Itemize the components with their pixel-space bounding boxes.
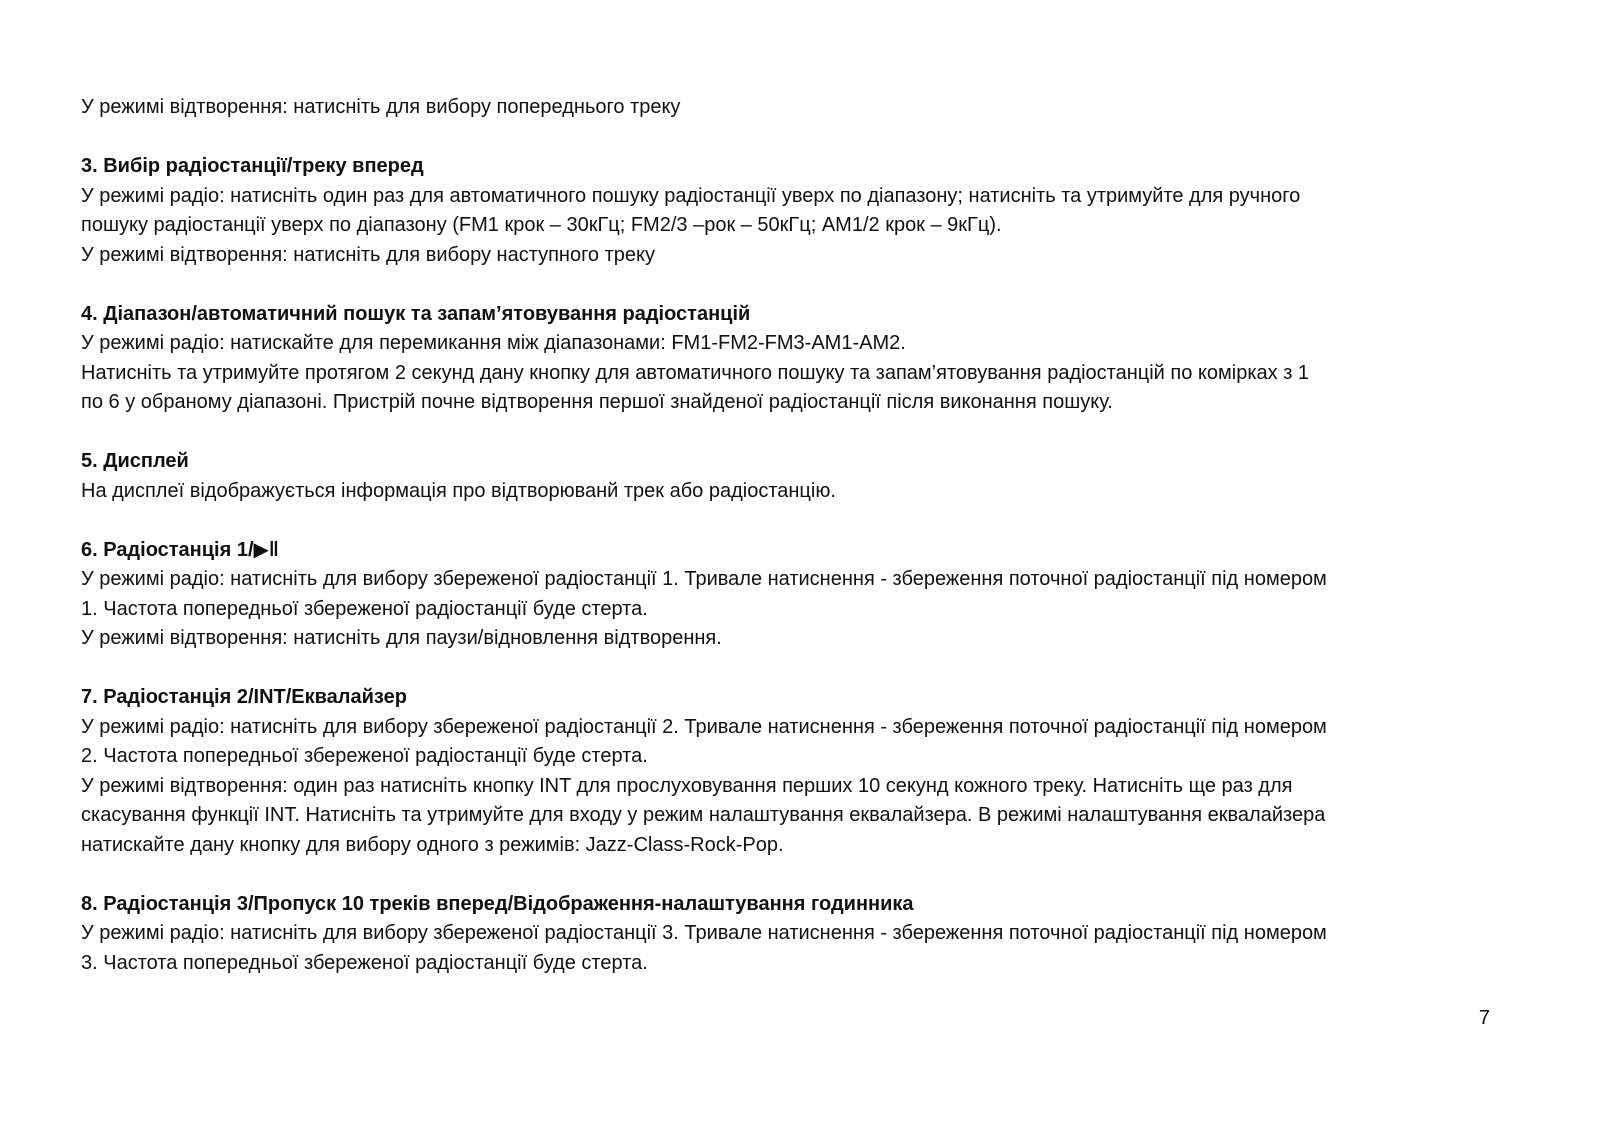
section-3 [81,152,1521,270]
section-3-heading: 3. Вибір радіостанції/треку вперед [81,155,424,177]
section-7-line-1: У режимі радіо: натисніть для вибору збереженої радіостанції 2. Тривале натиснення - збереження поточної радіостанції під номером [81,715,1327,738]
section-3-line-3: У режимі відтворення: натисніть для вибору наступного треку [81,243,655,266]
section-5 [81,447,1521,506]
section-4-heading: 4. Діапазон/автоматичний пошук та запам’ятовування радіостанцій [81,302,751,325]
section-gap [81,506,1521,536]
section-6 [81,536,1521,654]
section-6-line-3: У режимі відтворення: натисніть для паузи/відновлення відтворення. [81,627,722,649]
section-8-line-1: У режимі радіо: натисніть для вибору збереженої радіостанції 3. Тривале натиснення - збереження поточної радіостанції під номером [81,922,1327,944]
section-8 [81,890,1521,979]
section-6-line-1: У режимі радіо: натисніть для вибору збереженої радіостанції 1. Тривале натиснення - збереження поточної радіостанції під номером [81,568,1327,590]
section-gap [81,123,1521,153]
section-7-heading: 7. Радіостанція 2/INT/Еквалайзер [81,686,407,708]
section-gap [81,270,1521,300]
intro-line: У режимі відтворення: натисніть для вибору попереднього треку [81,96,681,118]
section-4 [81,300,1521,418]
section-7 [81,683,1521,860]
section-7-line-5: натискайте дану кнопку для вибору одного з режимів: Jazz-Class-Rock-Pop. [81,833,784,856]
section-gap [81,418,1521,448]
section-8-heading: 8. Радіостанція 3/Пропуск 10 треків вперед/Відображення-налаштування годинника [81,892,914,915]
section-6-heading: 6. Радіостанція 1/▶ǁ [81,538,279,561]
section-5-heading: 5. Дисплей [81,450,189,472]
section-7-line-3: У режимі відтворення: один раз натисніть кнопку INT для прослуховування перших 10 секунд кожного треку. Натисніть ще раз для [81,774,1293,797]
section-6-line-2: 1. Частота попередньої збереженої радіостанції буде стерта. [81,597,648,620]
section-gap [81,860,1521,890]
section-4-line-3: по 6 у обраному діапазоні. Пристрій почне відтворення першої знайденої радіостанції після виконання пошуку. [81,391,1113,413]
section-7-line-2: 2. Частота попередньої збереженої радіостанції буде стерта. [81,745,648,767]
section-3-line-2: пошуку радіостанції уверх по діапазону (FM1 крок – 30кГц; FM2/3 –рок – 50кГц; AM1/2 крок – 9кГц). [81,214,1002,236]
section-gap [81,654,1521,684]
document-body [81,93,1521,978]
section-4-line-1: У режимі радіо: натискайте для перемикання між діапазонами: FM1-FM2-FM3-AM1-AM2. [81,332,906,354]
section-5-line-1: На дисплеї відображується інформація про відтворюванй трек або радіостанцію. [81,479,836,502]
section-4-line-2: Натисніть та утримуйте протягом 2 секунд дану кнопку для автоматичного пошуку та запам’ятовування радіостанцій по комірках з 1 [81,361,1310,384]
page-number: 7 [1478,1007,1490,1029]
section-3-line-1: У режимі радіо: натисніть один раз для автоматичного пошуку радіостанції уверх по діапазону; натисніть та утримуйте для ручного [81,184,1301,207]
section-7-line-4: скасування функції INT. Натисніть та утримуйте для входу у режим налаштування еквалайзера. В режимі налаштування еквалайзера [81,804,1326,826]
section-8-line-2: 3. Частота попередньої збереженої радіостанції буде стерта. [81,951,648,974]
